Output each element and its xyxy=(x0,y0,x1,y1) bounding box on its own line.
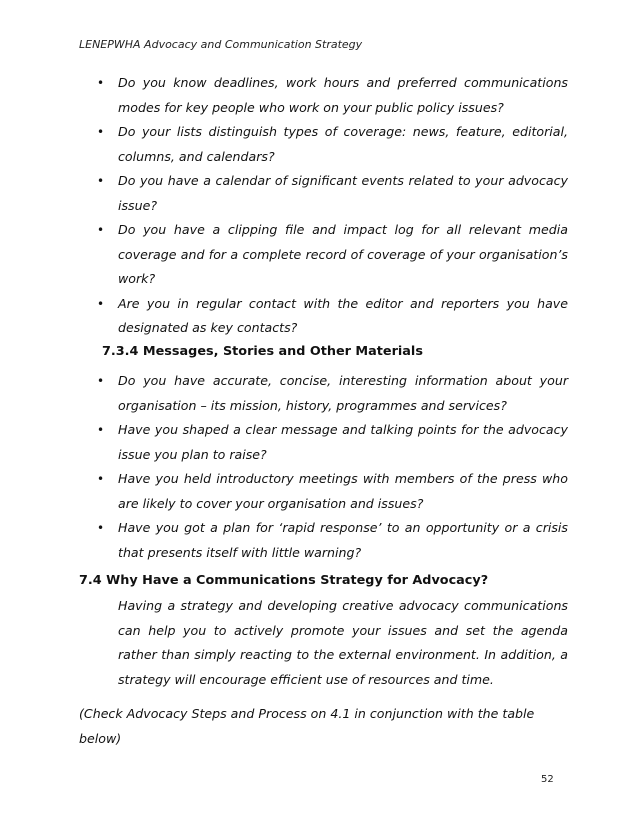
list-item-text: Do you have accurate, concise, interesting information about your organisation – its mission, history, programmes and services? xyxy=(118,373,568,413)
list-item xyxy=(97,71,568,120)
bullet-icon: • xyxy=(97,174,105,188)
list-item xyxy=(97,369,568,418)
section-heading-7-4: 7.4 Why Have a Communications Strategy for Advocacy? xyxy=(79,573,489,588)
list-item-text: Are you in regular contact with the editor and reporters you have designated as key contacts? xyxy=(118,295,568,335)
bullet-icon: • xyxy=(97,521,105,535)
list-item-text: Do you have a clipping file and impact log for all relevant media coverage and for a complete record of coverage of your organisation’s work? xyxy=(118,222,568,286)
bullet-icon: • xyxy=(97,374,105,388)
bullet-icon: • xyxy=(97,125,105,139)
section-paragraph: Having a strategy and developing creative advocacy communications can help you to actively promote your issues and set the agenda rather than simply reacting to the external environment. In addition, a strategy will encourage efficient use of resources and time. xyxy=(118,598,568,687)
running-header: LENEPWHA Advocacy and Communication Strategy xyxy=(79,38,363,51)
table-note: (Check Advocacy Steps and Process on 4.1 in conjunction with the table below) xyxy=(79,706,535,746)
bullet-icon: • xyxy=(97,76,105,90)
list-item xyxy=(97,218,568,292)
list-item xyxy=(97,418,568,467)
list-item-text: Do you know deadlines, work hours and preferred communications modes for key people who work on your public policy issues? xyxy=(118,75,568,115)
bullet-icon: • xyxy=(97,223,105,237)
bullet-list-media-contacts xyxy=(97,71,568,341)
bullet-icon: • xyxy=(97,296,105,311)
page-number: 52 xyxy=(541,774,554,785)
bullet-icon: • xyxy=(97,472,105,486)
list-item xyxy=(97,516,568,565)
bullet-list-messages xyxy=(97,369,568,565)
section-heading-7-3-4: 7.3.4 Messages, Stories and Other Materials xyxy=(102,344,423,359)
list-item xyxy=(97,467,568,516)
list-item-text: Do your lists distinguish types of coverage: news, feature, editorial, columns, and calendars? xyxy=(118,124,568,164)
list-item-text: Have you shaped a clear message and talking points for the advocacy issue you plan to raise? xyxy=(118,422,568,462)
bullet-icon: • xyxy=(97,423,105,437)
list-item xyxy=(97,292,568,341)
list-item-text: Do you have a calendar of significant events related to your advocacy issue? xyxy=(118,173,568,213)
list-item xyxy=(97,169,568,218)
list-item-text: Have you got a plan for ‘rapid response’ to an opportunity or a crisis that presents itself with little warning? xyxy=(118,520,568,560)
list-item xyxy=(97,120,568,169)
list-item-text: Have you held introductory meetings with members of the press who are likely to cover your organisation and issues? xyxy=(118,471,568,511)
